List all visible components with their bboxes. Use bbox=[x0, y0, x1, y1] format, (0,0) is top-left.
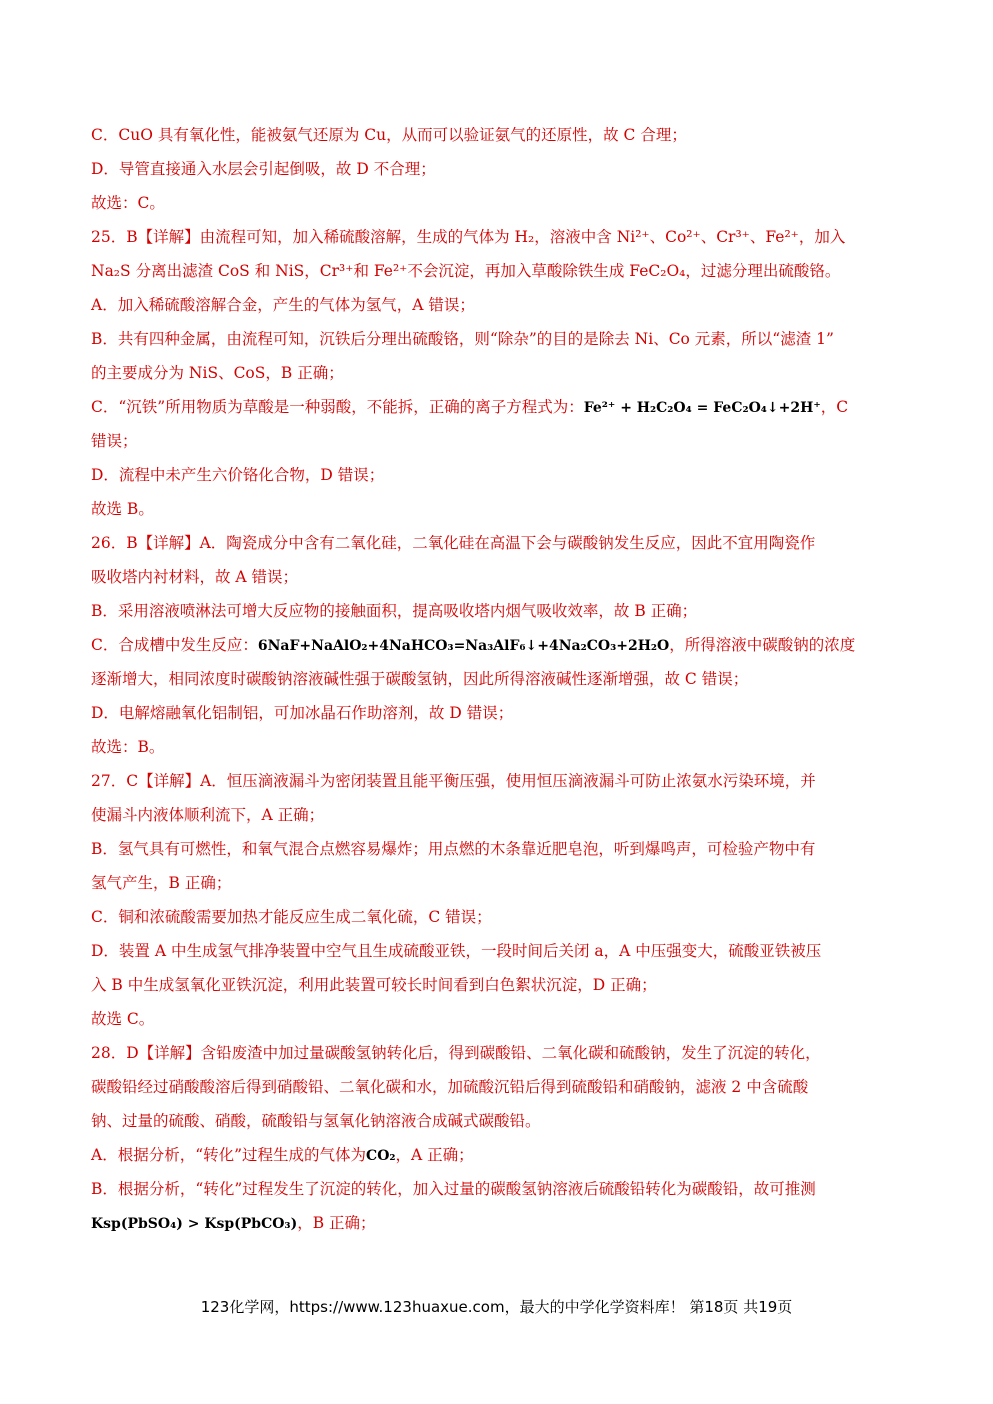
formula-co2: CO₂ bbox=[366, 1148, 396, 1164]
text-line bbox=[91, 1138, 903, 1172]
text-line: D．流程中未产生六价铬化合物，D 错误； bbox=[91, 466, 385, 484]
text-line: 氢气产生，B 正确； bbox=[91, 874, 232, 892]
text-line: C．铜和浓硫酸需要加热才能反应生成二氧化硫，C 错误； bbox=[91, 908, 492, 926]
line-text: ，B 正确； bbox=[297, 1214, 376, 1232]
line-text: C．合成槽中发生反应： bbox=[91, 636, 258, 654]
text-line: A．加入稀硫酸溶解合金，产生的气体为氢气，A 错误； bbox=[91, 296, 475, 314]
text-line: 使漏斗内液体顺利流下，A 正确； bbox=[91, 806, 325, 824]
text-line: 27．C【详解】A．恒压滴液漏斗为密闭装置且能平衡压强，使用恒压滴液漏斗可防止浓氨水污染环境，并 bbox=[91, 772, 816, 790]
text-line: 26．B【详解】A．陶瓷成分中含有二氧化硅，二氧化硅在高温下会与碳酸钠发生反应，因此不宜用陶瓷作 bbox=[91, 534, 816, 552]
text-line: 故选 B。 bbox=[91, 500, 154, 518]
line-text: ，所得溶液中碳酸钠的浓度 bbox=[669, 636, 856, 654]
text-line: 故选：B。 bbox=[91, 738, 165, 756]
text-line bbox=[91, 390, 903, 424]
line-text: ，C bbox=[820, 398, 849, 416]
text-line: 25．B【详解】由流程可知，加入稀硫酸溶解，生成的气体为 H₂，溶液中含 Ni²⁺、Co²⁺、Cr³⁺、Fe²⁺，加入 bbox=[91, 228, 846, 246]
ksp-comparison: Ksp(PbSO₄) > Ksp(PbCO₃) bbox=[91, 1216, 298, 1232]
reaction-equation: 6NaF+NaAlO₂+4NaHCO₃=Na₃AlF₆↓+4Na₂CO₃+2H₂O bbox=[257, 638, 670, 654]
text-line: 故选 C。 bbox=[91, 1010, 155, 1028]
text-line: D．电解熔融氧化铝制铝，可加冰晶石作助溶剂，故 D 错误； bbox=[91, 704, 514, 722]
text-line: 钠、过量的硫酸、硝酸，硫酸铅与氢氧化钠溶液合成碱式碳酸铅。 bbox=[91, 1112, 541, 1130]
line-text: C．“沉铁”所用物质为草酸是一种弱酸，不能拆，正确的离子方程式为： bbox=[91, 398, 584, 416]
text-line: D．装置 A 中生成氢气排净装置中空气且生成硫酸亚铁，一段时间后关闭 a，A 中压强变大，硫酸亚铁被压 bbox=[91, 942, 822, 960]
text-line: 的主要成分为 NiS、CoS，B 正确； bbox=[91, 364, 344, 382]
text-line: B．氢气具有可燃性，和氧气混合点燃容易爆炸；用点燃的木条靠近肥皂泡，听到爆鸣声，可检验产物中有 bbox=[91, 840, 816, 858]
text-line: 28．D【详解】含铅废渣中加过量碳酸氢钠转化后，得到碳酸铅、二氧化碳和硫酸钠，发生了沉淀的转化， bbox=[91, 1044, 821, 1062]
text-line: C．CuO 具有氧化性，能被氨气还原为 Cu，从而可以验证氨气的还原性，故 C 合理； bbox=[91, 126, 687, 144]
text-line: Na₂S 分离出滤渣 CoS 和 NiS，Cr³⁺和 Fe²⁺不会沉淀，再加入草酸除铁生成 FeC₂O₄，过滤分理出硫酸铬。 bbox=[91, 262, 841, 280]
line-text: ，A 正确； bbox=[395, 1146, 474, 1164]
text-line: 逐渐增大，相同浓度时碳酸钠溶液碱性强于碳酸氢钠，因此所得溶液碱性逐渐增强，故 C 错误； bbox=[91, 670, 749, 688]
ionic-equation: Fe²⁺ + H₂C₂O₄ = FeC₂O₄↓+2H⁺ bbox=[583, 400, 821, 416]
answer-content bbox=[91, 118, 903, 1240]
page-footer: 123化学网，https://www.123huaxue.com，最大的中学化学资料库！ 第18页 共19页 bbox=[200, 1298, 793, 1316]
text-line: B．根据分析，“转化”过程发生了沉淀的转化，加入过量的碳酸氢钠溶液后硫酸铅转化为碳酸铅，故可推测 bbox=[91, 1180, 816, 1198]
text-line: 入 B 中生成氢氧化亚铁沉淀，利用此装置可较长时间看到白色絮状沉淀，D 正确； bbox=[91, 976, 657, 994]
text-line: 吸收塔内衬材料，故 A 错误； bbox=[91, 568, 299, 586]
text-line bbox=[91, 628, 903, 662]
text-line: B．采用溶液喷淋法可增大反应物的接触面积，提高吸收塔内烟气吸收效率，故 B 正确； bbox=[91, 602, 698, 620]
text-line: D．导管直接通入水层会引起倒吸，故 D 不合理； bbox=[91, 160, 436, 178]
text-line: 错误； bbox=[91, 432, 138, 450]
text-line: 故选：C。 bbox=[91, 194, 165, 212]
text-line: B．共有四种金属，由流程可知，沉铁后分理出硫酸铬，则“除杂”的目的是除去 Ni、Co 元素，所以“滤渣 1” bbox=[91, 330, 834, 348]
line-text: A．根据分析，“转化”过程生成的气体为 bbox=[91, 1146, 367, 1164]
text-line bbox=[91, 1206, 903, 1240]
text-line: 碳酸铅经过硝酸酸溶后得到硝酸铅、二氧化碳和水，加硫酸沉铅后得到硫酸铅和硝酸钠，滤液 2 中含硫酸 bbox=[91, 1078, 809, 1096]
